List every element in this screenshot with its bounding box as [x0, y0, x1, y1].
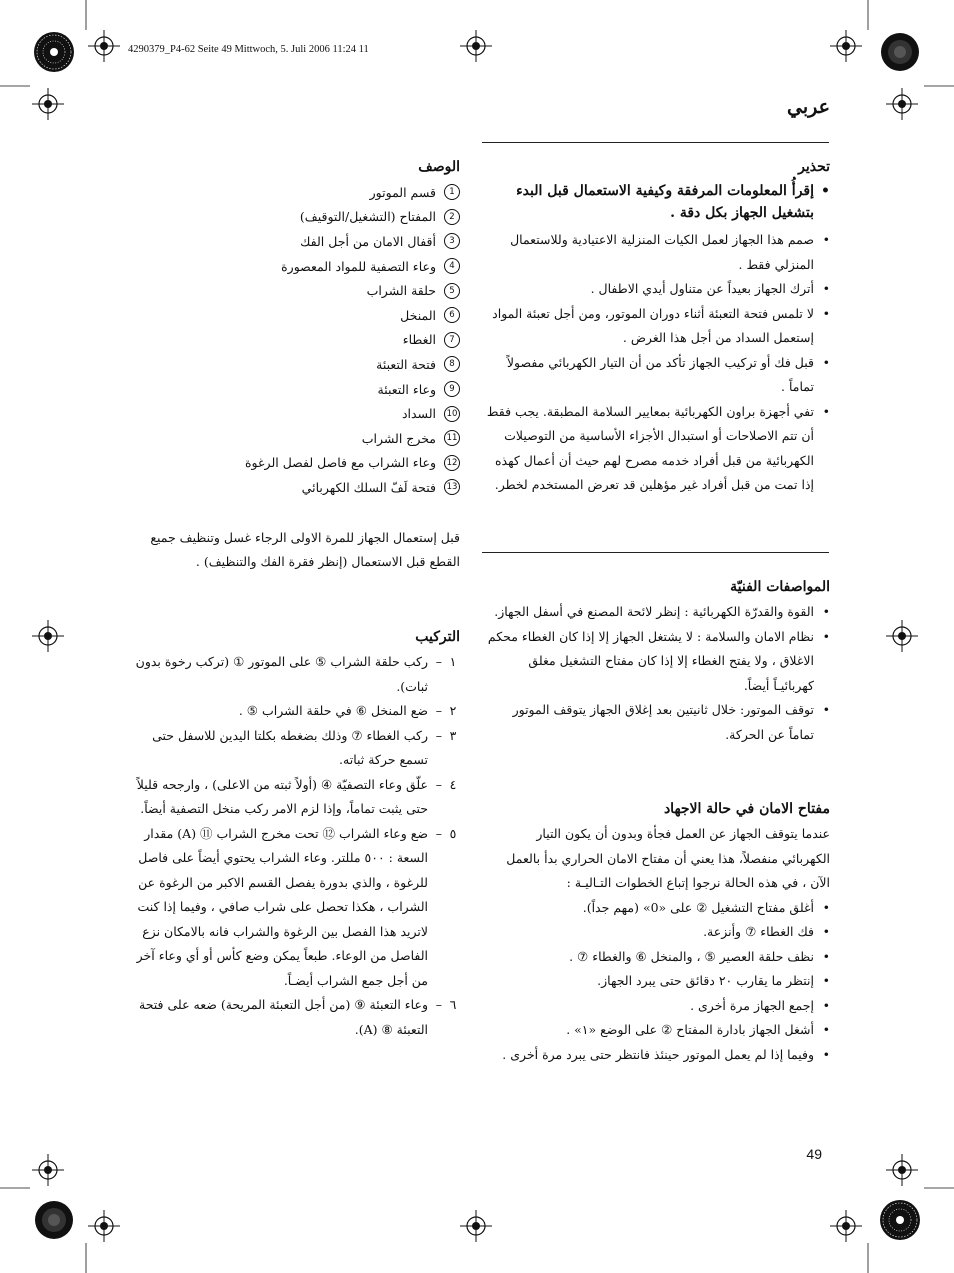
list-item: 12 وعاء الشراب مع فاصل لفصل الرغوة: [125, 451, 460, 476]
list-item: 9 وعاء التعبئة: [125, 377, 460, 402]
list-item: • أغلق مفتاح التشغيل ② على «0» (مهم جداً).: [582, 899, 830, 915]
registration-mark-icon: [886, 88, 918, 120]
registration-mark-icon: [886, 620, 918, 652]
registration-mark-icon: [32, 1154, 64, 1186]
list-item: 5 حلقة الشراب: [125, 278, 460, 303]
registration-dial-icon: [35, 1201, 73, 1239]
registration-mark-icon: [830, 30, 862, 62]
registration-mark-icon: [460, 30, 492, 62]
part-number: 5: [444, 283, 460, 299]
list-item: 2 المفتاح (التشغيل/التوقيف): [125, 205, 460, 230]
list-item: • وفيما إذا لم يعمل الموتور حينئذ فانتظر حتى يبرد مرة أخرى .: [502, 1046, 830, 1062]
list-item: 10 السداد: [125, 401, 460, 426]
page-number: 49: [806, 1146, 822, 1162]
registration-mark-icon: [830, 1210, 862, 1242]
registration-mark-icon: [88, 30, 120, 62]
list-item: • إجمع الجهاز مرة أخرى .: [690, 997, 830, 1013]
list-item: ١ – ركب حلقة الشراب ⑤ على الموتور ① (تركب رخوة بدون ثبات).: [135, 654, 457, 694]
registration-mark-icon: [886, 1154, 918, 1186]
part-number: 9: [444, 381, 460, 397]
list-item: • فك الغطاء ⑦ وأنزعة.: [703, 924, 830, 939]
description-title: الوصف: [418, 159, 460, 175]
list-item: • تفي أجهزة براون الكهربائية بمعايير السلامة المطبقة. يجب فقط أن تتم الاصلاحات أو استبدال الأجزاء الأساسية من التوصيلات الكهربائية من قبل أفراد خدمه مصرح لهم حيث أن أعمال كهذه إذا تمت من قبل أفراد غير مؤهلين قد تعرض المستخدم لخطر.: [486, 403, 830, 492]
safety-switch-intro: عندما يتوقف الجهاز عن العمل فجأة وبدون أن يكون التيار الكهربائي منفصلاً، هذا يعني أن مفتاح الامان الحراري بدأ بالعمل الآن ، في هذه الحالة نرجوا إتباع الخطوات التـاليـة :: [506, 826, 830, 890]
list-item: 6 المنخل: [125, 303, 460, 328]
registration-star-icon: [880, 1200, 920, 1240]
page-title: عربي: [787, 96, 830, 118]
registration-mark-icon: [32, 620, 64, 652]
assembly-title: التركيب: [415, 629, 460, 645]
part-number: 6: [444, 307, 460, 323]
list-item: • إنتظر ما يقارب ٢٠ دقائق حتى يبرد الجهاز.: [597, 973, 830, 988]
part-number: 12: [444, 455, 460, 471]
part-number: 8: [444, 356, 460, 372]
list-item: ٦ – وعاء التعبئة ⑨ (من أجل التعبئة المريحة) ضعه على فتحة التعبئة ⑧ (A).: [139, 997, 457, 1037]
list-item: 1 قسم الموتور: [125, 180, 460, 205]
part-number: 1: [444, 184, 460, 200]
list-item: • قبل فك أو تركيب الجهاز تأكد من أن التيار الكهربائي مفصولاً تماماً .: [506, 354, 830, 394]
list-item: • أترك الجهاز بعيداً عن متناول أيدي الاطفال .: [590, 281, 830, 296]
list-item: • نظف حلقة العصير ⑤ ، والمنخل ⑥ والغطاء ⑦ .: [569, 948, 830, 964]
registration-mark-icon: [88, 1210, 120, 1242]
part-number: 10: [444, 406, 460, 422]
part-number: 4: [444, 258, 460, 274]
part-number: 2: [444, 209, 460, 225]
list-item: • القوة والقدرّة الكهربائية : إنظر لائحة المصنع في أسفل الجهاز.: [494, 604, 830, 619]
registration-mark-icon: [460, 1210, 492, 1242]
first-use-note: قبل إستعمال الجهاز للمرة الاولى الرجاء غسل وتنظيف جميع القطع قبل الاستعمال (إنظر فقرة الفك والتنظيف) .: [150, 529, 460, 570]
print-slug: 4290379_P4-62 Seite 49 Mittwoch, 5. Juli 2006 11:24 11: [128, 44, 369, 55]
list-item: ٤ – علّق وعاء التصفيّة ④ (أولاً ثبته من الاعلى) ، وارجحه قليلاً حتى يثبت تماماً، وإذا لزم الامر ركب منخل التصفية أيضاً.: [136, 776, 457, 816]
list-item: 8 فتحة التعبئة: [125, 352, 460, 377]
list-item: 13 فتحة لَفّ السلك الكهربائي: [125, 475, 460, 500]
list-item: • صمم هذا الجهاز لعمل الكيات المنزلية الاعتيادية وللاستعمال المنزلي فقط .: [510, 232, 830, 272]
part-number: 11: [444, 430, 460, 446]
part-number: 13: [444, 479, 460, 495]
list-item: 4 وعاء التصفية للمواد المعصورة: [125, 254, 460, 279]
part-number: 7: [444, 332, 460, 348]
list-item: ٣ – ركب الغطاء ⑦ وذلك بضغطه بكلتا اليدين للاسفل حتى تسمع حركة ثباته.: [152, 727, 457, 767]
warning-title: تحذير: [798, 159, 830, 175]
registration-star-icon: [34, 32, 74, 72]
list-item: 11 مخرج الشراب: [125, 426, 460, 451]
list-item: 7 الغطاء: [125, 328, 460, 353]
list-item: • إقرأُ المعلومات المرفقة وكيفية الاستعمال قبل البدء بتشغيل الجهاز بكل دقة .: [516, 183, 830, 221]
part-number: 3: [444, 233, 460, 249]
list-item: 3 أقفال الامان من أجل الفك: [125, 229, 460, 254]
list-item: • لا تلمس فتحة التعبئة أثناء دوران الموتور، ومن أجل تعبئة المواد إستعمل السداد من أجل هذا الغرض .: [492, 305, 830, 345]
list-item: • نظام الامان والسلامة : لا يشتغل الجهاز إلا إذا كان الغطاء محكم الاغلاق ، ولا يفتح الغطاء إلا إذا كان مفتاح التشغيل مغلق كهربائيـاً أيضاً.: [487, 628, 830, 693]
registration-mark-icon: [32, 88, 64, 120]
list-item: ٢ – ضع المنخل ⑥ في حلقة الشراب ⑤ .: [238, 703, 457, 718]
specs-title: المواصفات الفنيّة: [730, 579, 830, 595]
list-item: ٥ – ضع وعاء الشراب ⑫ تحت مخرج الشراب ⑪ (A) مقدار السعة : ٥٠٠ مللتر. وعاء الشراب يحتوي أيضاً على فاصل للرغوة ، والذي بدورة يفصل القسم الاكبر من الرغوة عن الشراب ، هكذا تحصل على شراب صافي ، وفيما إذا كنت لاتريد هذا الفصل بين الرغوة والشراب فانه بالامكان نزع الفاصل من الوعاء. طبعاً يمكن وضع كأس أو أي وعاء آخر من أجل جمع الشراب أيضـاً.: [136, 825, 457, 988]
safety-switch-title: مفتاح الامان في حالة الاجهاد: [663, 801, 830, 817]
list-item: • أشغل الجهاز بادارة المفتاح ② على الوضع «١» .: [566, 1022, 830, 1037]
registration-dial-icon: [881, 33, 919, 71]
list-item: • توقف الموتور: خلال ثانيتين بعد إغلاق الجهاز يتوقف الموتور تماماً عن الحركة.: [512, 702, 830, 742]
